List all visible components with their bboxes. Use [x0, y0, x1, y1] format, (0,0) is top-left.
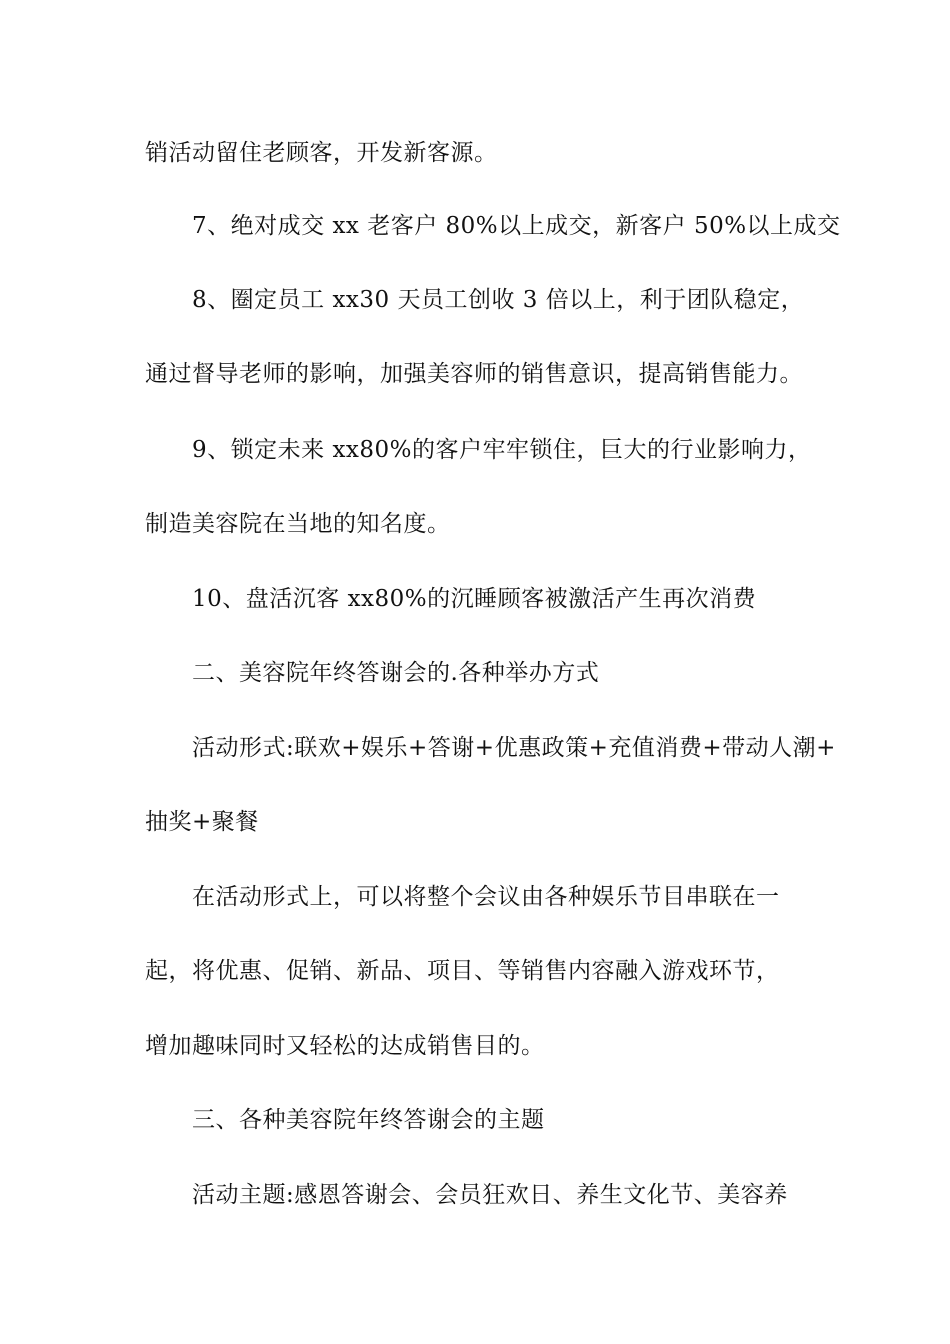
paragraph-line: 销活动留住老顾客，开发新客源。	[145, 140, 498, 166]
paragraph-line: 在活动形式上，可以将整个会议由各种娱乐节目串联在一	[192, 884, 780, 910]
section-heading: 三、各种美容院年终答谢会的主题	[192, 1107, 545, 1133]
paragraph-line: 活动形式:联欢+娱乐+答谢+优惠政策+充值消费+带动人潮+	[192, 735, 836, 761]
paragraph-line: 增加趣味同时又轻松的达成销售目的。	[145, 1033, 545, 1059]
paragraph-line: 活动主题:感恩答谢会、会员狂欢日、养生文化节、美容养	[192, 1182, 788, 1208]
paragraph-line: 9、锁定未来 xx80%的客户牢牢锁住，巨大的行业影响力，	[192, 437, 812, 463]
paragraph-line: 抽奖+聚餐	[145, 809, 259, 835]
section-heading: 二、美容院年终答谢会的.各种举办方式	[192, 660, 600, 686]
paragraph-line: 通过督导老师的影响，加强美容师的销售意识，提高销售能力。	[145, 361, 803, 387]
paragraph-line: 制造美容院在当地的知名度。	[145, 511, 451, 537]
paragraph-line: 7、绝对成交 xx 老客户 80%以上成交，新客户 50%以上成交	[192, 213, 841, 239]
paragraph-line: 8、圈定员工 xx30 天员工创收 3 倍以上，利于团队稳定，	[192, 287, 805, 313]
paragraph-line: 起，将优惠、促销、新品、项目、等销售内容融入游戏环节，	[145, 958, 780, 984]
paragraph-line: 10、盘活沉客 xx80%的沉睡顾客被激活产生再次消费	[192, 586, 757, 612]
